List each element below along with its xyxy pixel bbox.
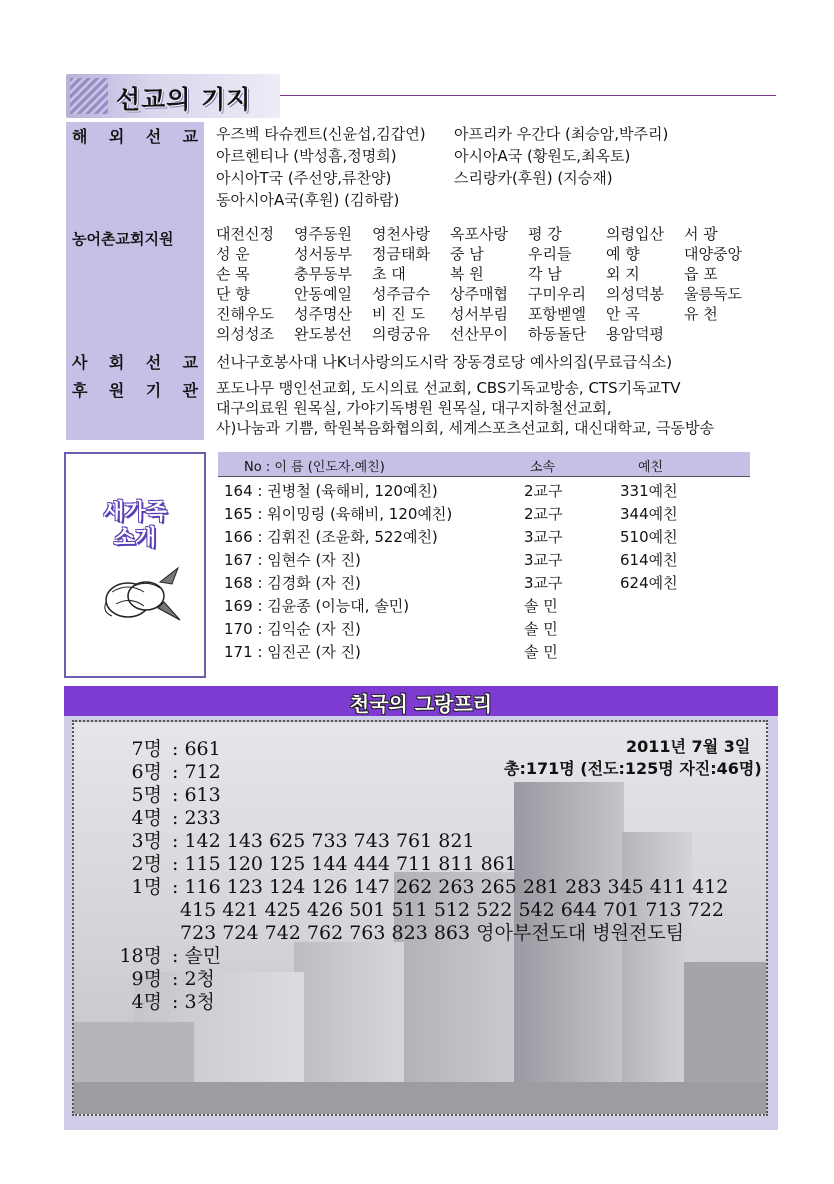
fruit-basket-icon (98, 562, 182, 624)
grand-prix-panel (64, 716, 778, 1130)
header-cell: 예친 (638, 460, 664, 475)
label-social: 사 회 선 교 (72, 353, 198, 372)
new-family-title: 새가족 소개 (103, 500, 167, 551)
mission-label-column (66, 122, 204, 440)
grand-prix-values: : 솔민 (172, 945, 222, 967)
new-family-row (224, 549, 744, 571)
new-family-dept: 2교구 (524, 505, 563, 523)
rural-church: 의성덕봉 (606, 285, 664, 303)
rural-row (216, 224, 762, 244)
grand-prix-date: 2011년 7월 3일 (626, 737, 751, 756)
grand-prix-values: : 2청 (172, 968, 215, 990)
rural-church: 단 향 (216, 285, 250, 303)
page-title: 선교의 기지 (116, 85, 252, 114)
rural-row (216, 264, 762, 284)
rural-church-grid (216, 224, 762, 344)
label-sponsor: 후 원 기 관 (72, 381, 198, 400)
rural-church: 서 광 (684, 225, 718, 243)
rural-church: 중 남 (450, 245, 484, 263)
grand-prix-continuation: 723 724 742 762 763 823 863 영아부전도대 병원전도팀 (180, 922, 685, 944)
grand-prix-count: 4명 (131, 807, 162, 829)
rural-row (216, 284, 762, 304)
rural-church: 용암덕평 (606, 325, 664, 343)
rural-church: 성 운 (216, 245, 250, 263)
grand-prix-values: : 661 (172, 738, 221, 760)
rural-church: 상주매협 (450, 285, 508, 303)
new-family-row (224, 480, 744, 502)
overseas-item: 동아시아A국(후원) (김하람) (216, 191, 400, 209)
grand-prix-values: : 233 (172, 807, 221, 829)
rural-church: 안 곡 (606, 305, 640, 323)
new-family-cell: 624예친 (620, 574, 678, 592)
rural-church: 의성성조 (216, 325, 274, 343)
grand-prix-count: 9명 (131, 968, 162, 990)
grand-prix-total: 총:171명 (전도:125명 자진:46명) (504, 759, 762, 778)
rural-church: 포항벧엘 (528, 305, 586, 323)
overseas-item: 아르헨티나 (박성흠,정명희) (216, 147, 397, 165)
new-family-name: 169 : 김윤종 (이능대, 솔민) (224, 597, 410, 615)
rural-church: 각 남 (528, 265, 562, 283)
grand-prix-values: : 712 (172, 761, 221, 783)
rural-church: 외 지 (606, 265, 640, 283)
grand-prix-values: : 142 143 625 733 743 761 821 (172, 830, 475, 852)
header-dept: 소속 (530, 460, 556, 475)
new-family-dept: 3교구 (524, 551, 563, 569)
new-family-dept: 2교구 (524, 482, 563, 500)
grand-prix-values: : 3청 (172, 991, 215, 1013)
new-family-name: 166 : 김휘진 (조윤화, 522예친) (224, 528, 438, 546)
new-family-row (224, 572, 744, 594)
rural-church: 선산무이 (450, 325, 508, 343)
rural-church: 우리들 (528, 245, 572, 263)
rural-church: 진해우도 (216, 305, 274, 323)
new-family-row (224, 503, 744, 525)
grand-prix-count: 4명 (131, 991, 162, 1013)
new-family-name: 164 : 권병철 (육해비, 120예친) (224, 482, 438, 500)
rural-row (216, 324, 762, 344)
rural-church: 안동예일 (294, 285, 352, 303)
rural-church: 초 대 (372, 265, 406, 283)
new-family-dept: 솔 민 (524, 620, 558, 638)
rural-church: 대전신정 (216, 225, 274, 243)
social-mission-text: 선나구호봉사대 나K너사랑의도시락 장동경로당 예사의집(무료급식소) (216, 353, 673, 371)
rural-church: 성주금수 (372, 285, 430, 303)
rural-row (216, 304, 762, 324)
rural-church: 읍 포 (684, 265, 718, 283)
new-family-cell: 614예친 (620, 551, 678, 569)
new-family-name: 168 : 김경화 (자 진) (224, 574, 361, 592)
header-tab (66, 74, 280, 118)
new-family-row (224, 641, 744, 663)
grand-prix-bar (64, 686, 778, 716)
rural-church: 옥포사랑 (450, 225, 508, 243)
grand-prix-title: 천국의 그랑프리 (349, 692, 493, 716)
rural-church: 성서부림 (450, 305, 508, 323)
new-family-name: 165 : 워이밍링 (육해비, 120예친) (224, 505, 453, 523)
new-family-dept: 3교구 (524, 574, 563, 592)
label-rural: 농어촌교회지원 (72, 230, 174, 248)
sponsor-line: 사)나눔과 기쁨, 학원복음화협의회, 세계스포츠선교회, 대신대학교, 극동방송 (216, 419, 714, 437)
decorative-pattern-icon (70, 78, 108, 114)
grand-prix-count: 5명 (131, 784, 162, 806)
grand-prix-values: : 613 (172, 784, 221, 806)
rural-church: 예 향 (606, 245, 640, 263)
rural-church: 영천사랑 (372, 225, 430, 243)
new-family-box (64, 452, 206, 678)
overseas-item: 아시아T국 (주선양,류찬양) (216, 169, 392, 187)
rural-church: 의령입산 (606, 225, 664, 243)
rural-church: 복 원 (450, 265, 484, 283)
rural-church: 대양중앙 (684, 245, 742, 263)
grand-prix-count: 3명 (131, 830, 162, 852)
sponsor-line: 대구의료원 원목실, 가야기독병원 원목실, 대구지하철선교회, (216, 399, 612, 417)
grand-prix-count: 7명 (131, 738, 162, 760)
header-no-name: No : 이 름 (인도자.예친) (244, 460, 385, 475)
grand-prix-values: : 116 123 124 126 147 262 263 265 281 283 345 411 412 (172, 876, 729, 898)
new-family-table-header (218, 452, 750, 477)
new-family-dept: 솔 민 (524, 643, 558, 661)
grand-prix-count: 6명 (131, 761, 162, 783)
new-family-cell: 510예친 (620, 528, 678, 546)
new-family-row (224, 595, 744, 617)
rural-church: 울릉독도 (684, 285, 742, 303)
sponsor-line: 포도나무 맹인선교회, 도시의료 선교회, CBS기독교방송, CTS기독교TV (216, 379, 681, 397)
rural-church: 평 강 (528, 225, 562, 243)
grand-prix-inner (72, 720, 768, 1116)
new-family-dept: 솔 민 (524, 597, 558, 615)
grand-prix-count: 2명 (131, 853, 162, 875)
rural-church: 완도봉선 (294, 325, 352, 343)
new-family-name: 170 : 김익순 (자 진) (224, 620, 361, 638)
rural-church (684, 324, 762, 344)
rural-church: 충무동부 (294, 265, 352, 283)
rural-church: 영주동원 (294, 225, 352, 243)
rural-church: 성주명산 (294, 305, 352, 323)
grand-prix-count: 1명 (131, 876, 162, 898)
overseas-item: 우즈벡 타슈켄트(신윤섭,김갑연) (216, 125, 426, 143)
new-family-cell: 331예친 (620, 482, 678, 500)
rural-church: 구미우리 (528, 285, 586, 303)
new-family-name: 171 : 임진곤 (자 진) (224, 643, 361, 661)
rural-church: 비 진 도 (372, 305, 426, 323)
rural-church: 하동돌단 (528, 325, 586, 343)
label-overseas: 해 외 선 교 (72, 127, 198, 146)
header-rule (280, 95, 776, 96)
overseas-item: 아시아A국 (황원도,최옥토) (454, 147, 631, 165)
section-header (66, 74, 776, 118)
grand-prix-values: : 115 120 125 144 444 711 811 861 (172, 853, 517, 875)
rural-church: 성서동부 (294, 245, 352, 263)
new-family-row (224, 526, 744, 548)
grand-prix-continuation: 415 421 425 426 501 511 512 522 542 644 701 713 722 (180, 899, 724, 921)
rural-church: 손 목 (216, 265, 250, 283)
overseas-item: 아프리카 우간다 (최승암,박주리) (454, 125, 669, 143)
rural-row (216, 244, 762, 264)
new-family-cell: 344예친 (620, 505, 678, 523)
rural-church: 의령궁유 (372, 325, 430, 343)
grand-prix-count: 18명 (119, 945, 162, 967)
new-family-name: 167 : 임현수 (자 진) (224, 551, 361, 569)
new-family-dept: 3교구 (524, 528, 563, 546)
new-family-row (224, 618, 744, 640)
overseas-item: 스리랑카(후원) (지승재) (454, 169, 613, 187)
rural-church: 유 천 (684, 305, 718, 323)
rural-church: 정금태화 (372, 245, 430, 263)
